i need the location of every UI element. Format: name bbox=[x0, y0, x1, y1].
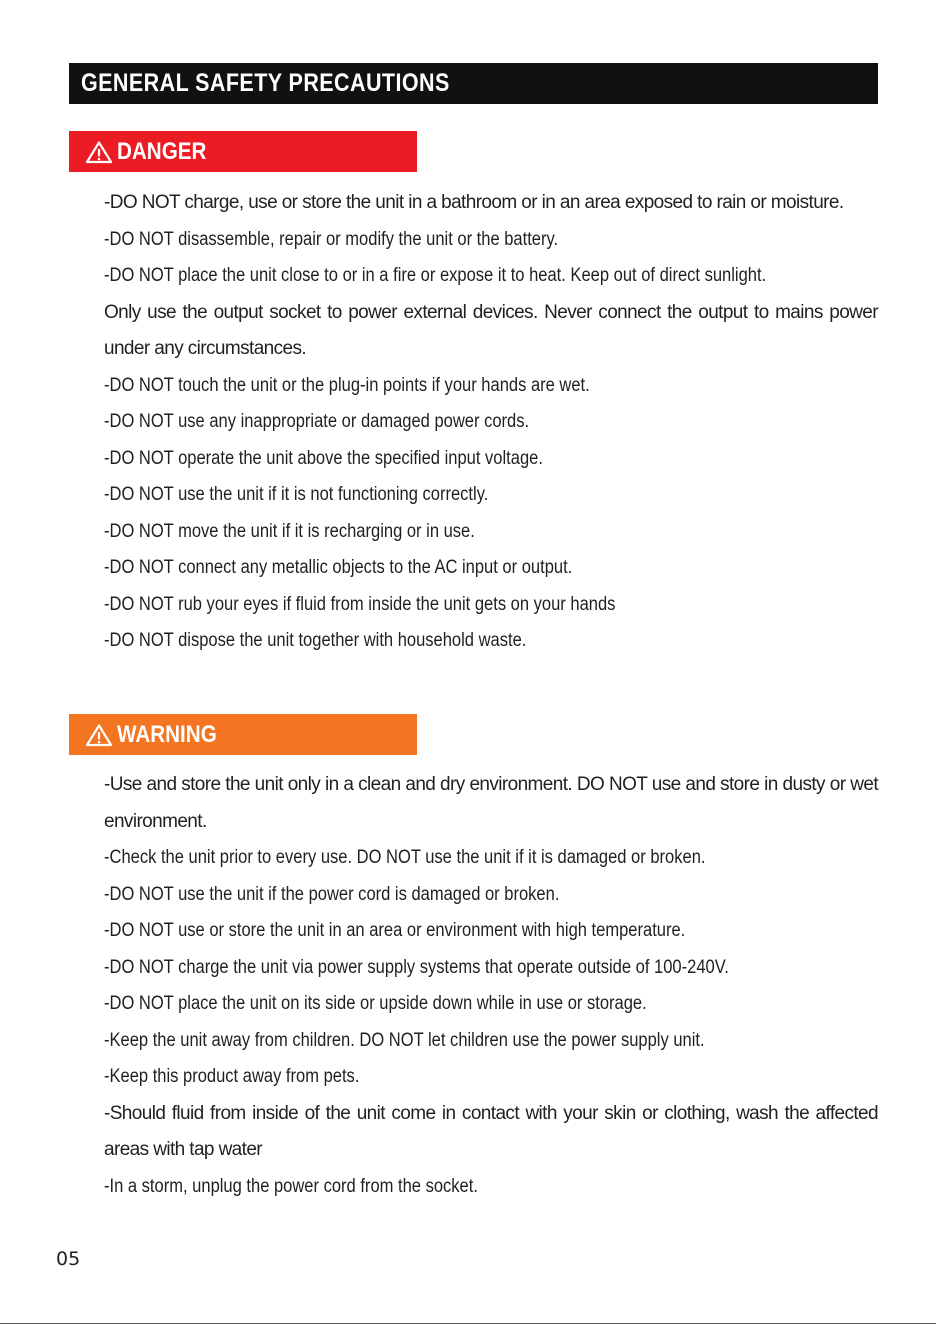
warning-item: -Should fluid from inside of the unit come in contact with your skin or clothing, wash the affected areas with tap water bbox=[104, 1102, 878, 1160]
page-title-bar bbox=[69, 63, 878, 104]
danger-label: DANGER bbox=[117, 137, 207, 165]
page-number: 05 bbox=[56, 1248, 81, 1270]
danger-item: -DO NOT touch the unit or the plug-in points if your hands are wet. bbox=[104, 374, 590, 396]
warning-triangle-icon bbox=[85, 140, 113, 164]
warning-item: -Use and store the unit only in a clean and dry environment. DO NOT use and store in dusty or wet environment. bbox=[104, 774, 878, 832]
warning-item: -In a storm, unplug the power cord from the socket. bbox=[104, 1175, 478, 1197]
warning-label: WARNING bbox=[117, 720, 217, 748]
danger-item: -DO NOT charge, use or store the unit in a bathroom or in an area exposed to rain or moisture. bbox=[104, 192, 844, 213]
danger-item: -DO NOT use the unit if it is not functioning correctly. bbox=[104, 484, 489, 505]
warning-item: -Check the unit prior to every use. DO NOT use the unit if it is damaged or broken. bbox=[104, 847, 706, 868]
danger-item: -DO NOT disassemble, repair or modify the unit or the battery. bbox=[104, 228, 559, 250]
danger-item: Only use the output socket to power external devices. Never connect the output to mains power under any circumstances. bbox=[104, 301, 878, 359]
warning-triangle-icon bbox=[85, 723, 113, 747]
danger-item: -DO NOT dispose the unit together with household waste. bbox=[104, 630, 527, 651]
warning-item: -DO NOT place the unit on its side or upside down while in use or storage. bbox=[104, 993, 647, 1014]
page-title: GENERAL SAFETY PRECAUTIONS bbox=[81, 69, 450, 97]
danger-item: -DO NOT place the unit close to or in a fire or expose it to heat. Keep out of direct sunlight. bbox=[104, 265, 767, 286]
warning-item: -DO NOT charge the unit via power supply systems that operate outside of 100-240V. bbox=[104, 956, 729, 978]
danger-item: -DO NOT move the unit if it is recharging or in use. bbox=[104, 520, 475, 542]
warning-item: -Keep this product away from pets. bbox=[104, 1066, 360, 1087]
danger-item: -DO NOT use any inappropriate or damaged power cords. bbox=[104, 411, 530, 432]
warning-item: -DO NOT use or store the unit in an area or environment with high temperature. bbox=[104, 920, 686, 941]
warning-item: -Keep the unit away from children. DO NOT let children use the power supply unit. bbox=[104, 1029, 705, 1051]
danger-item: -DO NOT operate the unit above the specified input voltage. bbox=[104, 447, 543, 469]
danger-list bbox=[104, 185, 878, 660]
warning-banner bbox=[69, 714, 417, 755]
danger-item: -DO NOT connect any metallic objects to the AC input or output. bbox=[104, 557, 573, 578]
warning-list bbox=[104, 767, 878, 1205]
danger-banner bbox=[69, 131, 417, 172]
warning-item: -DO NOT use the unit if the power cord is damaged or broken. bbox=[104, 883, 560, 905]
danger-item: -DO NOT rub your eyes if fluid from inside the unit gets on your hands bbox=[104, 593, 616, 615]
